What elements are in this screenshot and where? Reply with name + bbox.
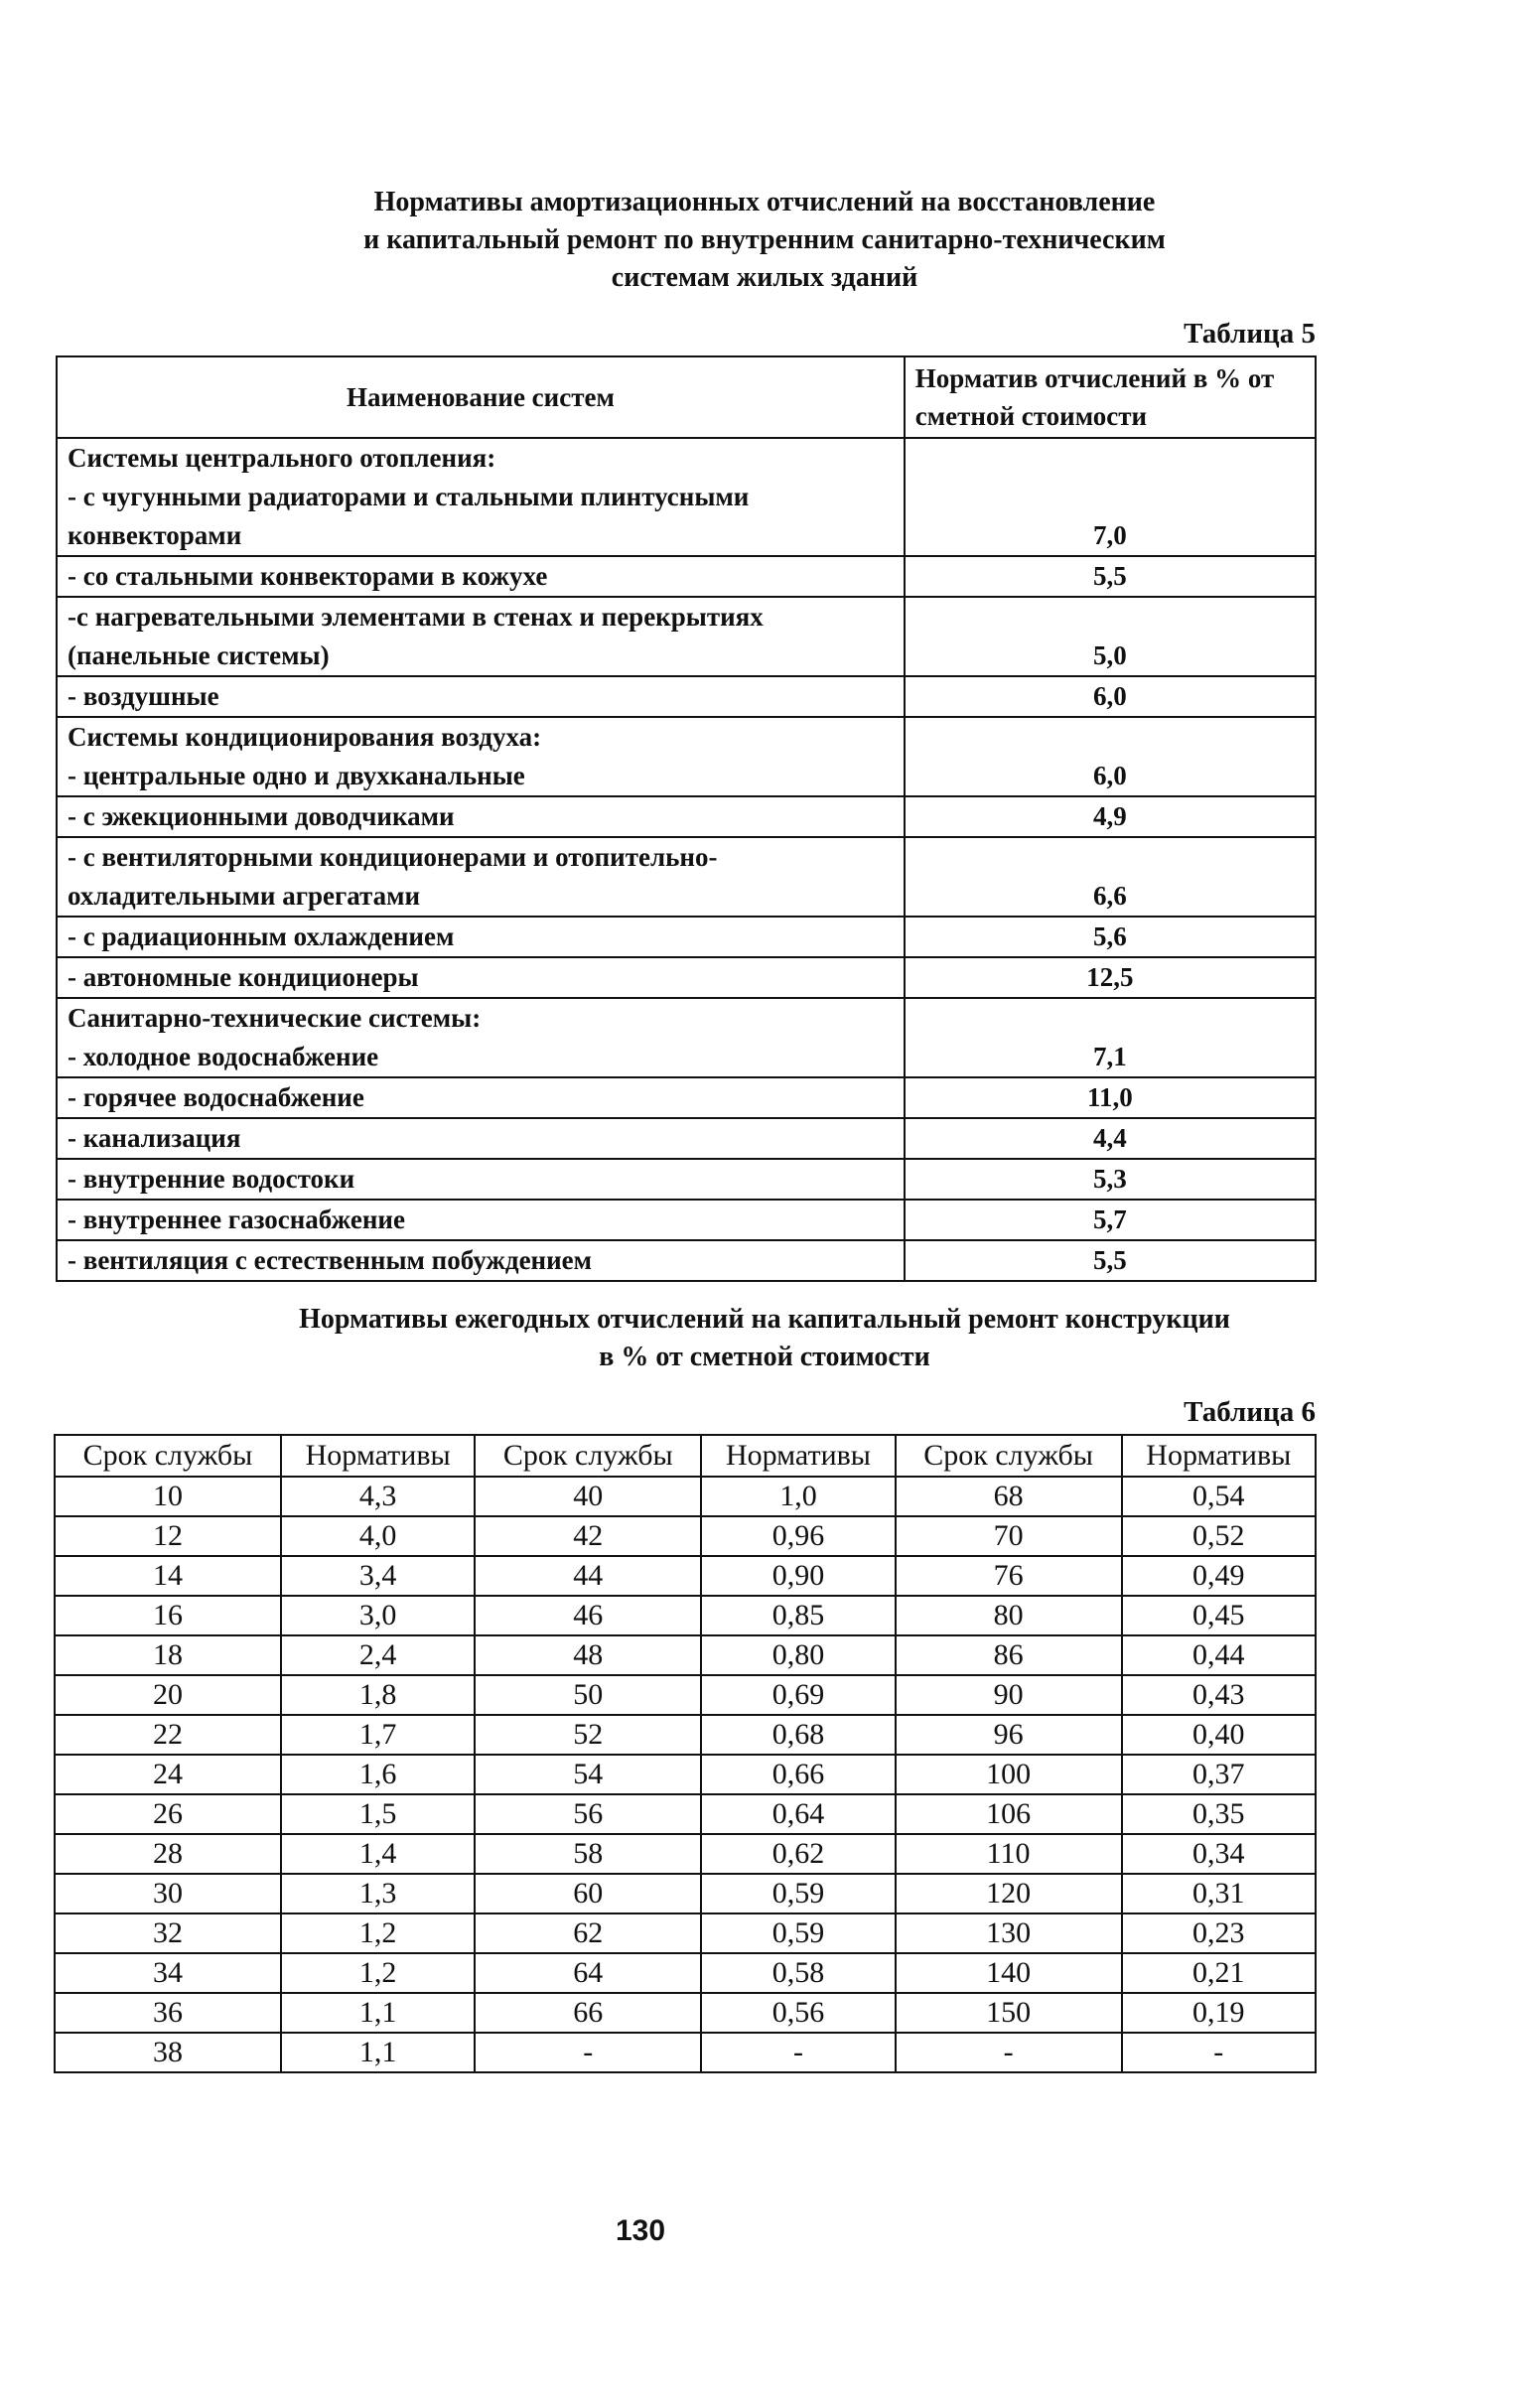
service-life-cell: 54	[475, 1755, 701, 1794]
service-life-cell: 60	[475, 1874, 701, 1913]
service-life-cell: 110	[896, 1834, 1122, 1874]
norm-cell: 0,58	[701, 1953, 895, 1993]
service-life-cell: 48	[475, 1635, 701, 1675]
table-row	[55, 1834, 1316, 1874]
norm-cell: 0,31	[1122, 1874, 1316, 1913]
table6-header-norms-1: Нормативы	[281, 1435, 475, 1477]
norm-cell: 1,5	[281, 1794, 475, 1834]
norm-cell: 0,68	[701, 1715, 895, 1755]
norm-value-cell: 12,5	[905, 957, 1316, 998]
table-row	[55, 1596, 1316, 1635]
norm-value-cell: 7,0	[905, 438, 1316, 556]
norm-cell: 0,59	[701, 1874, 895, 1913]
norm-cell: 0,43	[1122, 1675, 1316, 1715]
service-life-cell: -	[896, 2033, 1122, 2072]
table6-header-row	[55, 1435, 1316, 1477]
norm-cell: 1,8	[281, 1675, 475, 1715]
service-life-cell: 90	[896, 1675, 1122, 1715]
norm-cell: 0,21	[1122, 1953, 1316, 1993]
system-name-cell: Системы центрального отопления: - с чугунными радиаторами и стальными плинтусными конвекторами	[57, 438, 905, 556]
service-life-cell: 64	[475, 1953, 701, 1993]
norm-value-cell: 6,6	[905, 837, 1316, 917]
norm-cell: 0,59	[701, 1913, 895, 1953]
service-life-cell: 70	[896, 1516, 1122, 1556]
norm-cell: 0,66	[701, 1755, 895, 1794]
norm-value-cell: 5,0	[905, 597, 1316, 676]
service-life-cell: 44	[475, 1556, 701, 1596]
table-row	[57, 1200, 1316, 1240]
system-name-cell: -с нагревательными элементами в стенах и перекрытиях (панельные системы)	[57, 597, 905, 676]
service-life-cell: 50	[475, 1675, 701, 1715]
system-name-cell: - с эжекционными доводчиками	[57, 796, 905, 837]
norm-value-cell: 11,0	[905, 1077, 1316, 1118]
table-row	[57, 717, 1316, 796]
table5-header-row	[57, 356, 1316, 438]
norm-value-cell: 4,9	[905, 796, 1316, 837]
norm-cell: 4,0	[281, 1516, 475, 1556]
table-row	[55, 1516, 1316, 1556]
table-row	[55, 1953, 1316, 1993]
service-life-cell: 52	[475, 1715, 701, 1755]
norm-cell: 0,90	[701, 1556, 895, 1596]
service-life-cell: 80	[896, 1596, 1122, 1635]
table6-label: Таблица 6	[1184, 1396, 1316, 1428]
service-life-cell: 58	[475, 1834, 701, 1874]
table6-title: Нормативы ежегодных отчислений на капитальный ремонт конструкции в % от сметной стоимости	[299, 1304, 1230, 1372]
table-row	[55, 1993, 1316, 2033]
table-row	[55, 1755, 1316, 1794]
service-life-cell: 12	[55, 1516, 281, 1556]
table-row	[55, 2033, 1316, 2072]
service-life-cell: 96	[896, 1715, 1122, 1755]
service-life-cell: 30	[55, 1874, 281, 1913]
table-row	[55, 1794, 1316, 1834]
service-life-cell: -	[475, 2033, 701, 2072]
table-row	[55, 1874, 1316, 1913]
table5-title: Нормативы амортизационных отчислений на восстановление и капитальный ремонт по внутренним санитарно-техническим системам жилых зданий	[363, 187, 1166, 293]
norm-cell: -	[701, 2033, 895, 2072]
table-row	[55, 1556, 1316, 1596]
norm-cell: 0,35	[1122, 1794, 1316, 1834]
norm-cell: 0,23	[1122, 1913, 1316, 1953]
page-number: 130	[615, 2214, 666, 2247]
table-row	[57, 1077, 1316, 1118]
system-name-cell: - автономные кондиционеры	[57, 957, 905, 998]
service-life-cell: 86	[896, 1635, 1122, 1675]
norm-value-cell: 5,3	[905, 1159, 1316, 1200]
service-life-cell: 56	[475, 1794, 701, 1834]
norm-cell: 0,96	[701, 1516, 895, 1556]
service-life-cell: 40	[475, 1477, 701, 1516]
norm-cell: 1,1	[281, 1993, 475, 2033]
norm-value-cell: 6,0	[905, 676, 1316, 717]
norm-cell: 0,69	[701, 1675, 895, 1715]
norm-cell: 1,6	[281, 1755, 475, 1794]
service-life-cell: 24	[55, 1755, 281, 1794]
service-life-cell: 42	[475, 1516, 701, 1556]
service-life-cell: 32	[55, 1913, 281, 1953]
table-row	[57, 1240, 1316, 1281]
norm-cell: -	[1122, 2033, 1316, 2072]
norm-value-cell: 4,4	[905, 1118, 1316, 1159]
table-row	[57, 676, 1316, 717]
norm-cell: 0,19	[1122, 1993, 1316, 2033]
system-name-cell: - внутреннее газоснабжение	[57, 1200, 905, 1240]
system-name-cell: - со стальными конвекторами в кожухе	[57, 556, 905, 597]
table5-header-system-name: Наименование систем	[57, 356, 905, 438]
service-life-cell: 28	[55, 1834, 281, 1874]
table-row	[55, 1675, 1316, 1715]
table6-header-service-life-1: Срок службы	[55, 1435, 281, 1477]
service-life-cell: 20	[55, 1675, 281, 1715]
norm-cell: 0,34	[1122, 1834, 1316, 1874]
norm-value-cell: 5,5	[905, 556, 1316, 597]
table-row	[57, 597, 1316, 676]
norm-cell: 0,45	[1122, 1596, 1316, 1635]
norm-cell: 1,1	[281, 2033, 475, 2072]
table-row	[55, 1913, 1316, 1953]
system-name-cell: - канализация	[57, 1118, 905, 1159]
service-life-cell: 14	[55, 1556, 281, 1596]
table-row	[57, 438, 1316, 556]
table-row	[57, 998, 1316, 1077]
norm-cell: 3,4	[281, 1556, 475, 1596]
table6-header-service-life-2: Срок службы	[475, 1435, 701, 1477]
norm-cell: 0,49	[1122, 1556, 1316, 1596]
norm-cell: 4,3	[281, 1477, 475, 1516]
norm-value-cell: 6,0	[905, 717, 1316, 796]
norm-cell: 3,0	[281, 1596, 475, 1635]
table6-header-norms-3: Нормативы	[1122, 1435, 1316, 1477]
norm-cell: 0,52	[1122, 1516, 1316, 1556]
norm-value-cell: 7,1	[905, 998, 1316, 1077]
service-life-cell: 62	[475, 1913, 701, 1953]
table-row	[57, 917, 1316, 957]
service-life-cell: 76	[896, 1556, 1122, 1596]
service-life-cell: 22	[55, 1715, 281, 1755]
depreciation-norms-table	[56, 355, 1317, 1282]
service-life-cell: 140	[896, 1953, 1122, 1993]
table6-header-service-life-3: Срок службы	[896, 1435, 1122, 1477]
table-row	[57, 837, 1316, 917]
table-row	[55, 1477, 1316, 1516]
service-life-cell: 10	[55, 1477, 281, 1516]
norm-cell: 1,0	[701, 1477, 895, 1516]
service-life-cell: 46	[475, 1596, 701, 1635]
norm-cell: 0,85	[701, 1596, 895, 1635]
norm-cell: 0,37	[1122, 1755, 1316, 1794]
service-life-cell: 34	[55, 1953, 281, 1993]
system-name-cell: - внутренние водостоки	[57, 1159, 905, 1200]
service-life-cell: 100	[896, 1755, 1122, 1794]
service-life-cell: 130	[896, 1913, 1122, 1953]
norm-cell: 0,40	[1122, 1715, 1316, 1755]
norm-value-cell: 5,5	[905, 1240, 1316, 1281]
service-life-cell: 16	[55, 1596, 281, 1635]
service-life-cell: 66	[475, 1993, 701, 2033]
table5-label: Таблица 5	[1184, 318, 1316, 350]
system-name-cell: - горячее водоснабжение	[57, 1077, 905, 1118]
table5-header-norm: Норматив отчислений в % от сметной стоимости	[905, 356, 1316, 438]
system-name-cell: - вентиляция с естественным побуждением	[57, 1240, 905, 1281]
norm-cell: 2,4	[281, 1635, 475, 1675]
norm-cell: 1,7	[281, 1715, 475, 1755]
table-row	[57, 957, 1316, 998]
norm-value-cell: 5,7	[905, 1200, 1316, 1240]
norm-cell: 0,64	[701, 1794, 895, 1834]
norm-cell: 0,62	[701, 1834, 895, 1874]
service-life-cell: 150	[896, 1993, 1122, 2033]
system-name-cell: - с радиационным охлаждением	[57, 917, 905, 957]
service-life-cell: 38	[55, 2033, 281, 2072]
norm-cell: 0,80	[701, 1635, 895, 1675]
service-life-cell: 18	[55, 1635, 281, 1675]
norm-cell: 1,2	[281, 1953, 475, 1993]
table-row	[55, 1635, 1316, 1675]
service-life-cell: 106	[896, 1794, 1122, 1834]
capital-repair-norms-table	[54, 1434, 1317, 2073]
service-life-cell: 36	[55, 1993, 281, 2033]
system-name-cell: - с вентиляторными кондиционерами и отопительно-охладительными агрегатами	[57, 837, 905, 917]
norm-value-cell: 5,6	[905, 917, 1316, 957]
norm-cell: 1,3	[281, 1874, 475, 1913]
norm-cell: 1,2	[281, 1913, 475, 1953]
system-name-cell: - воздушные	[57, 676, 905, 717]
norm-cell: 1,4	[281, 1834, 475, 1874]
norm-cell: 0,44	[1122, 1635, 1316, 1675]
table6-header-norms-2: Нормативы	[701, 1435, 895, 1477]
service-life-cell: 26	[55, 1794, 281, 1834]
norm-cell: 0,54	[1122, 1477, 1316, 1516]
service-life-cell: 120	[896, 1874, 1122, 1913]
norm-cell: 0,56	[701, 1993, 895, 2033]
table-row	[57, 1118, 1316, 1159]
service-life-cell: 68	[896, 1477, 1122, 1516]
system-name-cell: Системы кондиционирования воздуха: - центральные одно и двухканальные	[57, 717, 905, 796]
table-row	[57, 1159, 1316, 1200]
table-row	[57, 796, 1316, 837]
table-row	[57, 556, 1316, 597]
system-name-cell: Санитарно-технические системы: - холодное водоснабжение	[57, 998, 905, 1077]
table-row	[55, 1715, 1316, 1755]
